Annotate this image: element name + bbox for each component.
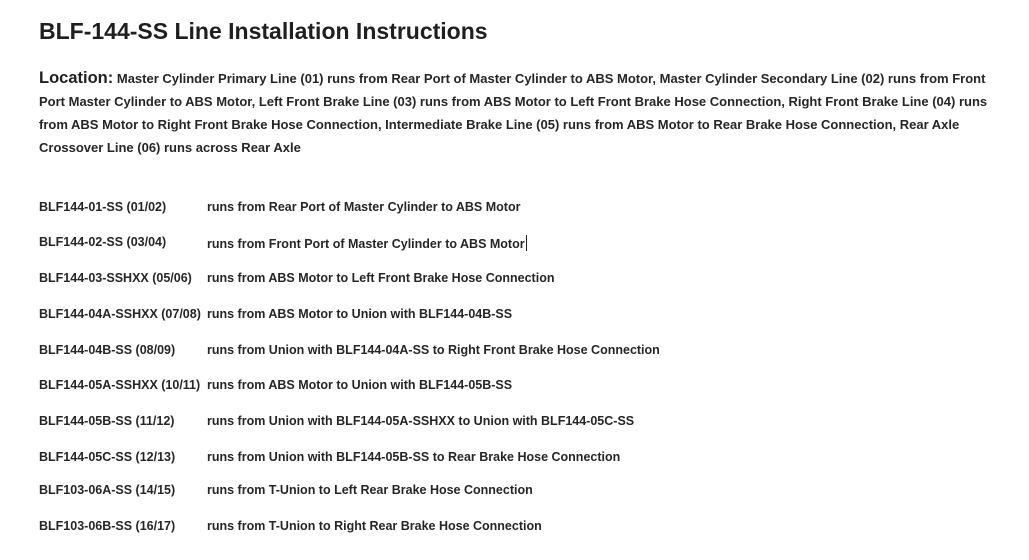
text-cursor bbox=[526, 235, 527, 251]
line-description: runs from ABS Motor to Union with BLF144-04B-SS bbox=[207, 307, 513, 321]
line-row bbox=[39, 307, 999, 327]
line-row bbox=[39, 200, 999, 220]
line-code: BLF144-05A-SSHXX (10/11) bbox=[39, 378, 201, 392]
line-code: BLF144-04B-SS (08/09) bbox=[39, 343, 176, 357]
line-code: BLF144-03-SSHXX (05/06) bbox=[39, 271, 192, 285]
line-description-with-cursor[interactable] bbox=[207, 235, 527, 251]
location-label: Location: bbox=[39, 69, 114, 87]
line-row bbox=[39, 483, 999, 503]
line-description: runs from ABS Motor to Union with BLF144-05B-SS bbox=[207, 378, 513, 392]
line-code: BLF103-06A-SS (14/15) bbox=[39, 483, 176, 497]
line-description: runs from Front Port of Master Cylinder to ABS Motor bbox=[207, 237, 525, 251]
line-code: BLF144-04A-SSHXX (07/08) bbox=[39, 307, 201, 321]
line-description: runs from Union with BLF144-05B-SS to Rear Brake Hose Connection bbox=[207, 450, 621, 464]
line-code: BLF144-05C-SS (12/13) bbox=[39, 450, 176, 464]
line-row bbox=[39, 343, 999, 363]
line-code: BLF144-01-SS (01/02) bbox=[39, 200, 167, 214]
location-paragraph bbox=[39, 67, 999, 159]
line-row bbox=[39, 519, 999, 539]
line-description: runs from ABS Motor to Left Front Brake Hose Connection bbox=[207, 271, 555, 285]
line-description: runs from Union with BLF144-05A-SSHXX to Union with BLF144-05C-SS bbox=[207, 414, 635, 428]
line-row bbox=[39, 450, 999, 470]
line-code: BLF144-05B-SS (11/12) bbox=[39, 414, 175, 428]
line-description: runs from Rear Port of Master Cylinder to ABS Motor bbox=[207, 200, 521, 214]
line-row bbox=[39, 271, 999, 291]
line-description: runs from T-Union to Left Rear Brake Hose Connection bbox=[207, 483, 533, 497]
line-code: BLF144-02-SS (03/04) bbox=[39, 235, 167, 249]
line-row bbox=[39, 378, 999, 398]
document-title: BLF-144-SS Line Installation Instructions bbox=[39, 18, 488, 44]
line-code: BLF103-06B-SS (16/17) bbox=[39, 519, 176, 533]
line-row bbox=[39, 414, 999, 434]
line-row bbox=[39, 235, 999, 255]
line-description: runs from Union with BLF144-04A-SS to Right Front Brake Hose Connection bbox=[207, 343, 660, 357]
line-description: runs from T-Union to Right Rear Brake Hose Connection bbox=[207, 519, 542, 533]
location-text: Master Cylinder Primary Line (01) runs from Rear Port of Master Cylinder to ABS Motor, Master Cylinder Secondary Line (02) runs from Front Port Master Cylinder to ABS Motor, Left Front Brake Line (03) runs from ABS Motor to Left Front Brake Hose Connection, Right Front Brake Line (04) runs from ABS Motor to Right Front Brake Hose Connection, Intermediate Brake Line (05) runs from ABS Motor to Rear Brake Hose Connection, Rear Axle Crossover Line (06) runs across Rear Axle bbox=[39, 71, 988, 155]
